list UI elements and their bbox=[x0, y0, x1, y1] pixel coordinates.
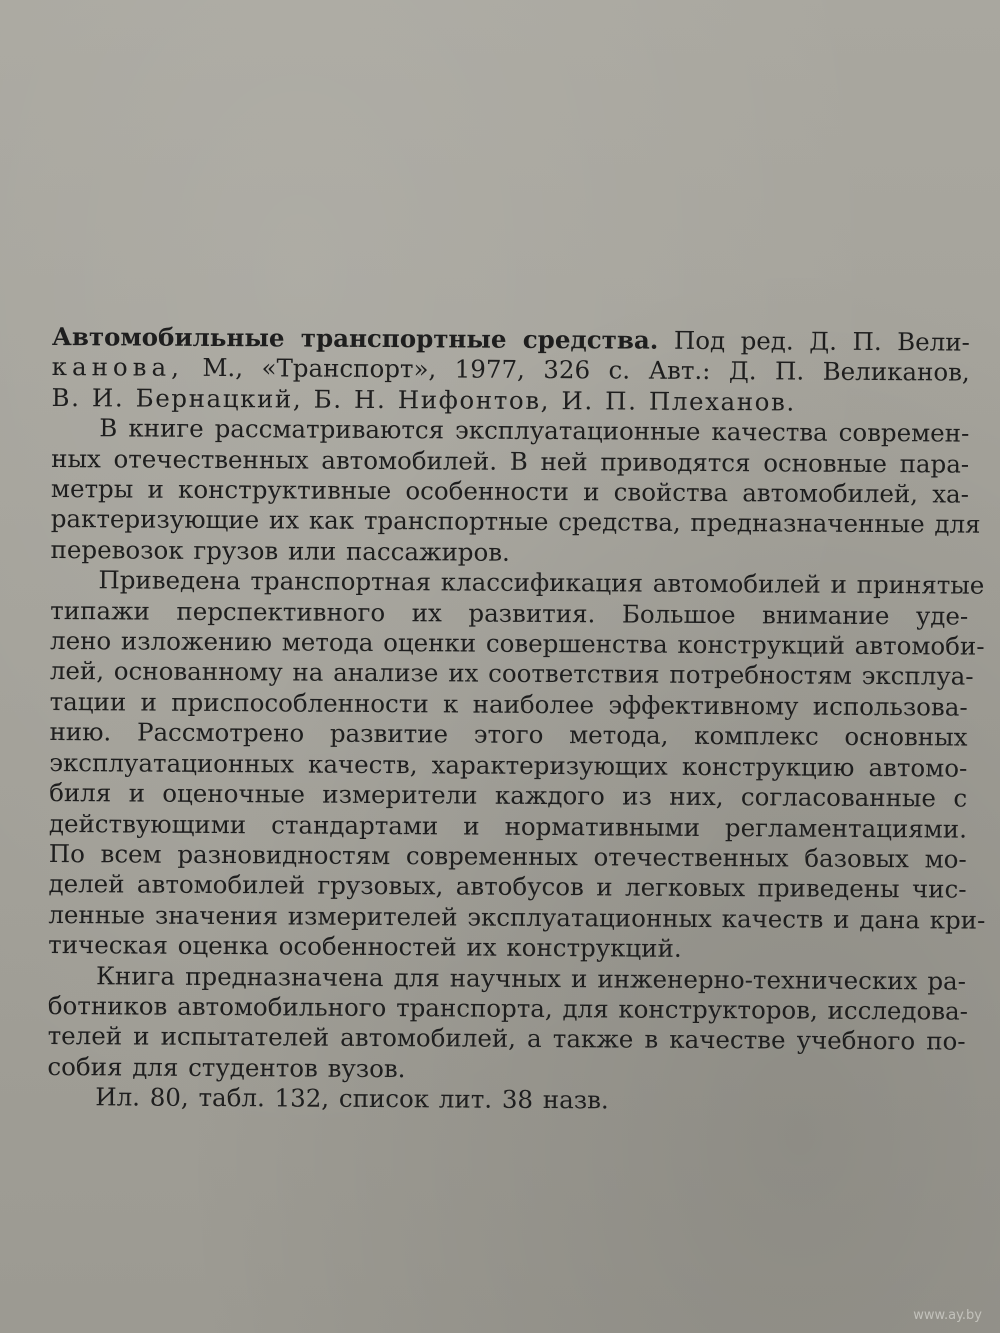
paragraph-line: тации и приспособленности к наиболее эффективному использова- bbox=[49, 686, 968, 722]
publisher-info: М., «Транспорт», 1977, 326 с. Авт.: Д. П. Великанов, bbox=[202, 353, 970, 388]
paragraph-line: эксплуатационных качеств, характеризующих конструкцию автомо- bbox=[49, 747, 968, 783]
watermark: www.ay.by bbox=[913, 1308, 982, 1323]
paragraph-line: нию. Рассмотрено развитие этого метода, комплекс основных bbox=[49, 717, 968, 752]
paragraph-line: лей, основанному на анализе их соответствия потребностям эксплуа- bbox=[49, 656, 974, 692]
paragraph-line: Книга предназначена для научных и инженерно-технических ра- bbox=[95, 960, 967, 996]
paragraph-line: собия для студентов вузов. bbox=[47, 1051, 406, 1083]
paragraph-line: ленные значения измерителей эксплуатационных качеств и дана кри- bbox=[48, 899, 986, 935]
paragraph-line: делей автомобилей грузовых, автобусов и легковых приведены чис- bbox=[48, 869, 967, 904]
paragraph-line: телей и испытателей автомобилей, а также в качестве учебного по- bbox=[47, 1021, 966, 1056]
paragraph-line: биля и оценочные измерители каждого из них, согласованные с bbox=[49, 778, 968, 813]
paragraph-line: Приведена транспортная классификация автомобилей и принятые bbox=[98, 565, 985, 600]
paragraph-line: В книге рассматриваются эксплуатационные качества современ- bbox=[99, 413, 970, 448]
paragraph-3 bbox=[47, 960, 969, 1088]
paragraph-line: ботников автомобильного транспорта, для конструкторов, исследова- bbox=[47, 990, 969, 1026]
paragraph-line: По всем разновидностям современных отечественных базовых мо- bbox=[48, 838, 967, 874]
paragraph-line: перевозок грузов или пассажиров. bbox=[50, 534, 510, 567]
book-title: Автомобильные транспортные средства. bbox=[51, 322, 659, 355]
paragraph-line: тическая оценка особенностей их конструкций. bbox=[48, 930, 682, 963]
paragraph-1 bbox=[50, 413, 981, 571]
paragraph-line: метры и конструктивные особенности и свойства автомобилей, ха- bbox=[50, 474, 970, 509]
paragraph-4 bbox=[47, 1082, 965, 1118]
illustrations-count: Ил. 80, табл. 132, список лит. 38 назв. bbox=[95, 1082, 609, 1115]
editor-credit: Под ред. Д. П. Вели- bbox=[673, 325, 970, 357]
authors-line: В. И. Бернацкий, Б. Н. Нифонтов, И. П. Плеханов. bbox=[51, 382, 796, 417]
book-annotation bbox=[47, 322, 986, 1118]
paragraph-line: рактеризующие их как транспортные средства, предназначенные для bbox=[50, 504, 981, 540]
paragraph-line: ных отечественных автомобилей. В ней приводятся основные пара- bbox=[51, 443, 970, 479]
paragraph-2 bbox=[48, 565, 986, 966]
paragraph-line: типажи перспективного их развития. Большое внимание уде- bbox=[50, 595, 969, 631]
paragraph-line: лено изложению метода оценки совершенства конструкций автомоби- bbox=[49, 626, 985, 661]
editor-surname-end: канова, bbox=[51, 352, 184, 383]
paragraph-line: действующими стандартами и нормативными регламентациями. bbox=[48, 808, 968, 844]
